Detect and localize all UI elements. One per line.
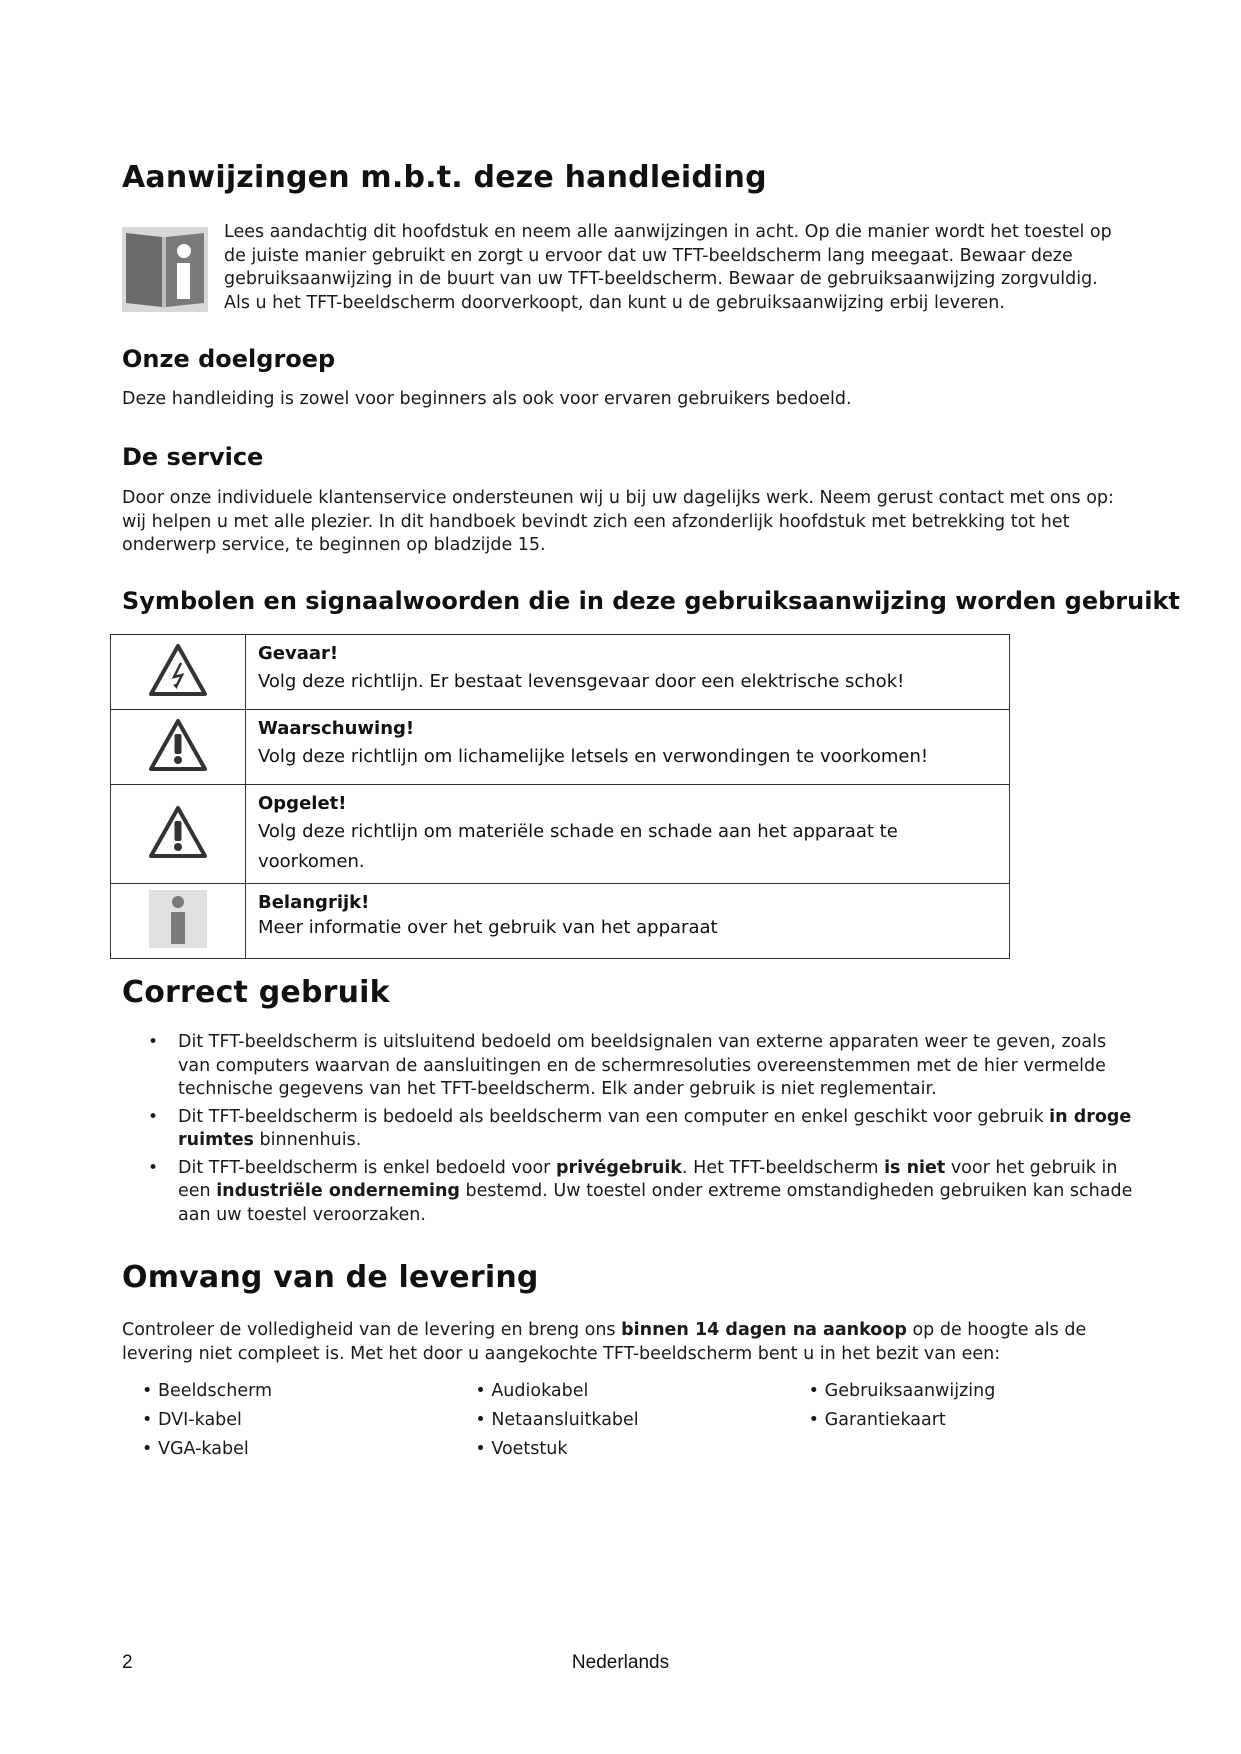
- symbol-description: [246, 710, 1010, 785]
- info-icon: [149, 890, 207, 948]
- list-item-text: binnenhuis.: [253, 1130, 362, 1150]
- symbol-description: [246, 785, 1010, 884]
- emphasis: industriële onderneming: [216, 1181, 460, 1201]
- list-item: • DVI-kabel: [140, 1406, 473, 1435]
- doelgroep-text: Deze handleiding is zowel voor beginners als ook voor ervaren gebruikers bedoeld.: [122, 389, 852, 409]
- delivery-column: [473, 1377, 806, 1464]
- page-title: Aanwijzingen m.b.t. deze handleiding: [122, 160, 767, 195]
- list-item-text: Dit TFT-beeldscherm is bedoeld als beeldscherm van een computer en enkel geschikt voor gebruik: [178, 1106, 1050, 1127]
- emphasis: is niet: [884, 1157, 946, 1178]
- warning-icon: [148, 718, 208, 772]
- section-heading-levering: Omvang van de levering: [122, 1260, 539, 1295]
- intro-paragraph: Lees aandachtig dit hoofdstuk en neem alle aanwijzingen in acht. Op die manier wordt het toestel op de juiste manier gebruikt en zorgt u ervoor dat uw TFT-beeldscherm lang meegaat. Bewaar deze gebruiksaanwijzing in de buurt van uw TFT-beeldscherm. Bewaar de gebruiksaanwijzing zorgvuldig. Als u het TFT-beeldscherm doorverkoopt, dan kunt u de gebruiksaanwijzing erbij leveren.: [224, 222, 1112, 313]
- symbol-title: Gevaar!: [258, 643, 339, 664]
- list-item-text: Dit TFT-beeldscherm is uitsluitend bedoeld om beeldsignalen van externe apparaten weer te geven, zoals van computers waarvan de aansluitingen en de schermresoluties overeenstemmen met de hier vermelde technische gegevens van het TFT-beeldscherm. Elk ander gebruik is niet reglementair.: [178, 1032, 1107, 1099]
- correct-usage-list: [140, 1031, 1140, 1231]
- list-item: • Voetstuk: [473, 1435, 806, 1464]
- levering-text-part: Controleer de volledigheid van de levering en breng ons: [122, 1320, 622, 1340]
- page-number: 2: [122, 1652, 133, 1673]
- symbol-cell: [111, 884, 246, 959]
- list-item: [140, 1031, 1140, 1102]
- list-item: • Netaansluitkabel: [473, 1406, 806, 1435]
- symbol-title: Waarschuwing!: [258, 718, 415, 739]
- delivery-contents: [140, 1377, 1140, 1464]
- list-item: • VGA-kabel: [140, 1435, 473, 1464]
- symbol-cell: [111, 710, 246, 785]
- table-row: [111, 884, 1010, 959]
- electric-warning-icon: [148, 643, 208, 697]
- list-item: • Gebruiksaanwijzing: [807, 1377, 1140, 1406]
- delivery-column: [140, 1377, 473, 1464]
- caution-icon: [148, 805, 208, 859]
- delivery-column: [807, 1377, 1140, 1464]
- section-heading-symbolen: Symbolen en signaalwoorden die in deze gebruiksaanwijzing worden gebruikt: [122, 587, 1180, 615]
- symbol-text: Volg deze richtlijn om materiële schade en schade aan het apparaat te voorkomen.: [258, 821, 898, 872]
- section-heading-correct: Correct gebruik: [122, 975, 390, 1010]
- emphasis: privégebruik: [555, 1157, 683, 1178]
- symbol-description: [246, 884, 1010, 959]
- service-text: Door onze individuele klantenservice ondersteunen wij u bij uw dagelijks werk. Neem gerust contact met ons op: wij helpen u met alle plezier. In dit handboek bevindt zich een afzonderlijk hoofdstuk met betrekking tot het onderwerp service, te beginnen op bladzijde 15.: [122, 488, 1114, 555]
- list-item: • Garantiekaart: [807, 1406, 1140, 1435]
- list-item-text: voor het gebruik in een: [178, 1157, 1118, 1201]
- emphasis: binnen 14 dagen na aankoop: [621, 1320, 907, 1340]
- levering-text: [122, 1319, 1132, 1366]
- list-item-text: bestemd. Uw toestel onder extreme omstandigheden gebruiken kan schade aan uw toestel veroorzaken.: [178, 1181, 1133, 1225]
- list-item-text: Dit TFT-beeldscherm is enkel bedoeld voor: [178, 1157, 556, 1178]
- symbol-title: Belangrijk!: [258, 892, 370, 913]
- symbol-cell: [111, 785, 246, 884]
- table-row: [111, 710, 1010, 785]
- section-heading-service: De service: [122, 443, 264, 471]
- emphasis: in droge ruimtes: [178, 1106, 1132, 1150]
- section-heading-doelgroep: Onze doelgroep: [122, 345, 336, 373]
- list-item-text: . Het TFT-beeldscherm: [682, 1157, 885, 1178]
- list-item: [140, 1106, 1140, 1153]
- list-item: • Audiokabel: [473, 1377, 806, 1406]
- symbol-text: Volg deze richtlijn om lichamelijke letsels en verwondingen te voorkomen!: [258, 746, 929, 767]
- symbol-title: Opgelet!: [258, 793, 347, 814]
- table-row: [111, 635, 1010, 710]
- table-row: [111, 785, 1010, 884]
- symbol-text: Meer informatie over het gebruik van het apparaat: [258, 917, 718, 938]
- symbol-cell: [111, 635, 246, 710]
- list-item: • Beeldscherm: [140, 1377, 473, 1406]
- symbols-table: [110, 634, 1010, 959]
- list-item: [140, 1157, 1140, 1228]
- symbol-text: Volg deze richtlijn. Er bestaat levensgevaar door een elektrische schok!: [258, 671, 905, 692]
- symbol-description: [246, 635, 1010, 710]
- levering-text-part: op de hoogte als de levering niet compleet is. Met het door u aangekochte TFT-beeldscherm bent u in het bezit van een:: [122, 1320, 1087, 1364]
- manual-info-icon: [122, 227, 208, 312]
- footer-language: Nederlands: [571, 1652, 670, 1673]
